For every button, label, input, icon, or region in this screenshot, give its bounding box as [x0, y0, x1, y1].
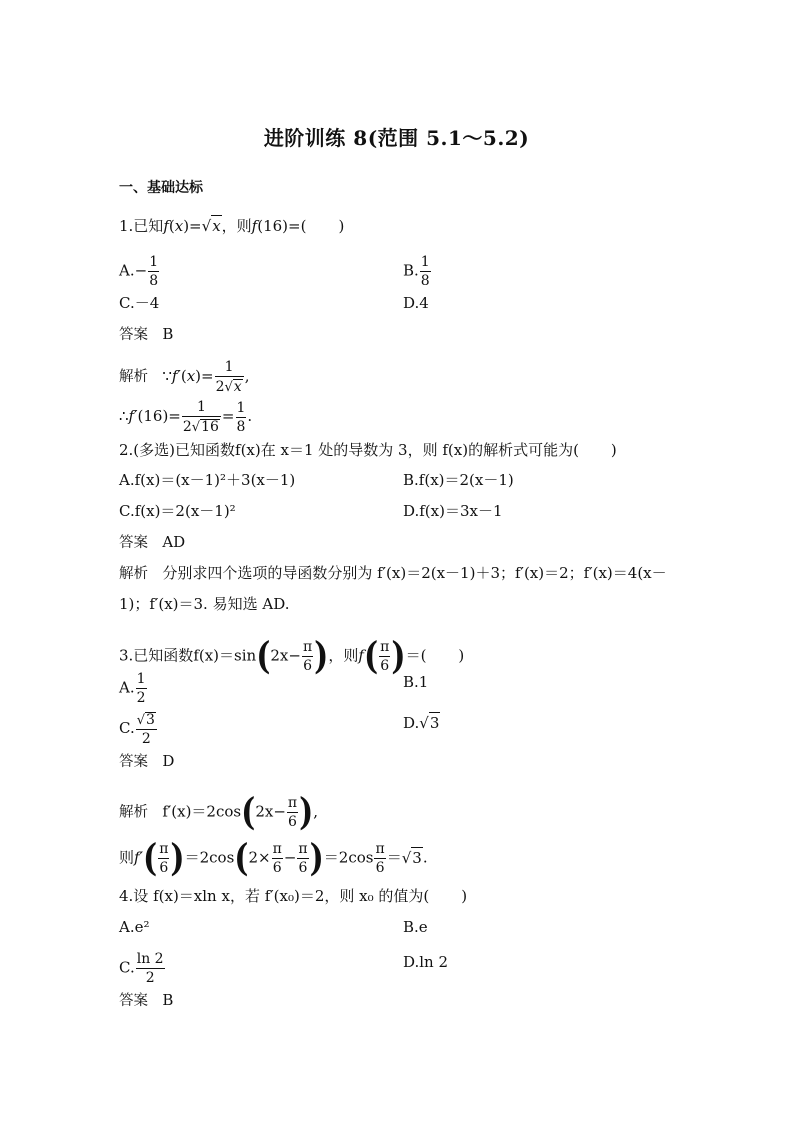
question-2-analysis-line-1: 解析 分别求四个选项的导函数分别为 f′(x)＝2(x－1)＋3；f′(x)＝2；f′(x)＝4(x－: [119, 564, 667, 582]
fraction: $\frac{\pi}{6}$: [272, 841, 282, 876]
question-2-analysis-line-2: 1)；f′(x)＝3. 易知选 AD.: [119, 595, 290, 613]
question-1-analysis-line-2: ∴f′(16)= $\frac{1}{2√16}$ = $\frac{1}{8}$ .: [119, 399, 253, 435]
question-2-option-d: D.f(x)＝3x－1: [403, 502, 503, 520]
question-3-option-b: B.1: [403, 673, 429, 691]
page-title: 进阶训练 8(范围 5.1～5.2): [263, 126, 530, 150]
question-4-answer: 答案 B: [119, 991, 174, 1009]
question-1-option-c: C.－4: [119, 294, 160, 312]
question-2-option-b: B.f(x)＝2(x－1): [403, 471, 514, 489]
fraction: $\frac{1}{2√16}$: [182, 399, 219, 435]
question-4-option-a: A.e²: [119, 918, 150, 936]
question-3-option-d: D.√3: [403, 714, 440, 732]
fraction: $\frac{\pi}{6}$: [159, 841, 169, 876]
fraction: $\frac{1}{8}$: [149, 254, 159, 289]
section-heading: 一、基础达标: [119, 180, 203, 196]
fraction: $\frac{\pi}{6}$: [375, 841, 385, 876]
question-4-option-b: B.e: [403, 918, 428, 936]
fraction: $\frac{\pi}{6}$: [287, 795, 298, 830]
question-3-option-c: C. $\frac{√3}{2}$: [119, 712, 155, 747]
question-4-option-c: C. $\frac{\ln 2}{2}$: [119, 951, 164, 986]
question-1-analysis-line-1: 解析 ∵f′(x)= $\frac{1}{2√x}$ ,: [119, 359, 250, 395]
fraction: $\frac{1}{8}$: [420, 254, 430, 289]
fraction: $\frac{1}{8}$: [236, 399, 246, 435]
question-3-answer: 答案 D: [119, 752, 175, 770]
question-3-stem: 3.已知函数f(x)＝sin(2x− $\frac{\pi}{6}$ )，则f( $\frac{\pi}{6}$ )＝( ): [119, 634, 465, 678]
question-1-stem: 1.已知f(x)=√x，则f(16)=( ): [119, 217, 345, 235]
question-3-analysis-line-1: 解析 f′(x)＝2cos(2x− $\frac{\pi}{6}$ ),: [119, 790, 319, 834]
fraction: $\frac{√3}{2}$: [136, 712, 155, 747]
question-2-stem: 2.(多选)已知函数f(x)在 x＝1 处的导数为 3，则 f(x)的解析式可能为( ): [119, 441, 617, 459]
fraction: $\frac{1}{2√x}$: [215, 359, 242, 395]
question-1-answer: 答案 B: [119, 325, 174, 343]
question-4-stem: 4.设 f(x)＝xln x，若 f′(x₀)＝2，则 x₀ 的值为( ): [119, 887, 468, 905]
question-2-answer: 答案 AD: [119, 533, 186, 551]
question-2-option-a: A.f(x)＝(x－1)²＋3(x－1): [119, 471, 296, 489]
question-4-option-d: D.ln 2: [403, 953, 449, 971]
question-3-analysis-line-2: 则f′( $\frac{\pi}{6}$ )＝2cos(2× $\frac{\pi}{6}$ − $\frac{\pi}{6}$ )＝2cos $\frac{\pi}{6}$ ＝√3.: [119, 836, 428, 880]
question-1-option-b: B. $\frac{1}{8}$: [403, 254, 430, 289]
question-2-option-c: C.f(x)＝2(x－1)²: [119, 502, 236, 520]
fraction: $\frac{\ln 2}{2}$: [136, 951, 164, 986]
fraction: $\frac{\pi}{6}$: [302, 639, 313, 674]
fraction: $\frac{\pi}{6}$: [380, 639, 390, 674]
fraction: $\frac{\pi}{6}$: [298, 841, 308, 876]
fraction: $\frac{1}{2}$: [136, 671, 146, 706]
question-1-option-d: D.4: [403, 294, 429, 312]
question-1-option-a: A.− $\frac{1}{8}$: [119, 254, 159, 289]
question-3-option-a: A. $\frac{1}{2}$: [119, 671, 146, 706]
